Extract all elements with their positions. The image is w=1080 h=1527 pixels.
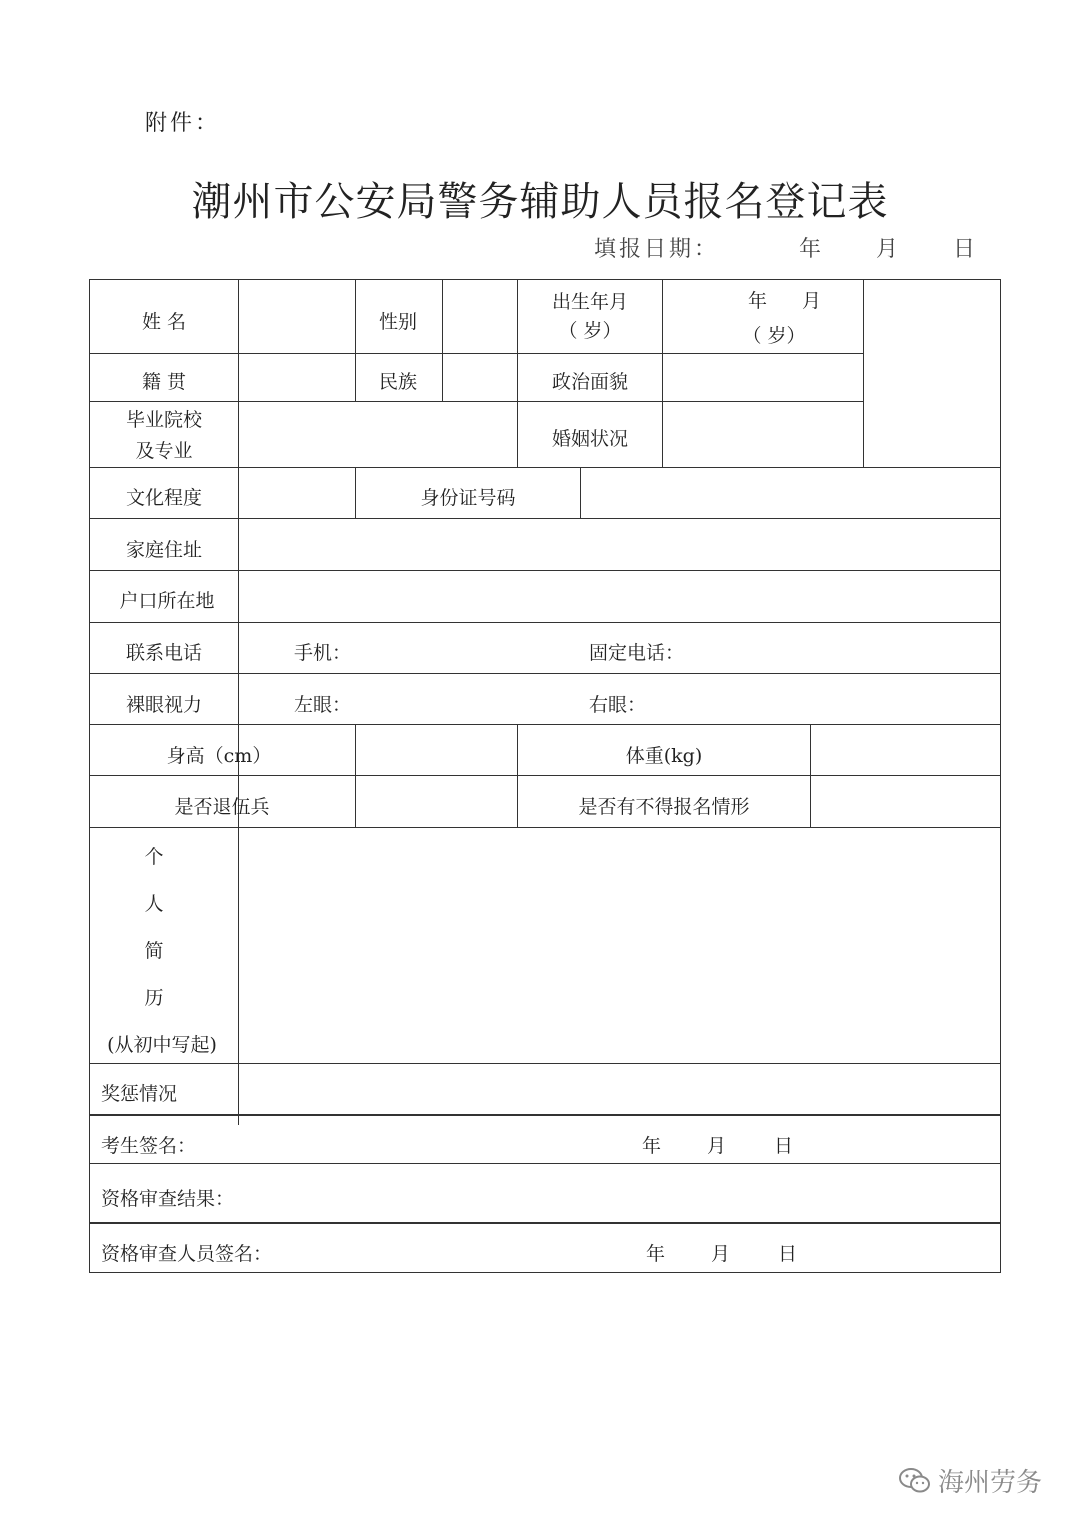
form-title: 潮州市公安局警务辅助人员报名登记表	[191, 179, 889, 225]
col-line	[355, 724, 356, 827]
col-line	[238, 279, 239, 1125]
reviewer-sign-month: 月	[711, 1243, 731, 1265]
birth-year-unit: 年	[748, 290, 768, 312]
birth-month-unit: 月	[802, 290, 822, 312]
label-native-place: 籍 贯	[141, 371, 187, 393]
label-education: 文化程度	[125, 487, 203, 509]
label-resume-char: 人	[144, 893, 164, 915]
label-height: 身高（cm）	[166, 745, 272, 767]
wechat-icon	[898, 1467, 932, 1495]
label-school-line2: 及专业	[135, 440, 193, 462]
watermark	[898, 1462, 1042, 1499]
row-line	[89, 401, 864, 402]
col-line	[355, 467, 356, 518]
reviewer-sign-day: 日	[778, 1243, 798, 1265]
label-household-location: 户口所在地	[119, 590, 215, 612]
row-line	[89, 570, 1001, 571]
registration-table	[89, 279, 1001, 1273]
col-line	[517, 279, 518, 467]
candidate-sign-day: 日	[774, 1135, 794, 1157]
row-line	[89, 1114, 1001, 1116]
label-veteran: 是否退伍兵	[174, 796, 270, 818]
label-weight: 体重(kg)	[625, 745, 703, 767]
label-phone: 联系电话	[125, 642, 203, 664]
col-line	[863, 279, 864, 467]
label-reviewer-sign: 资格审查人员签名：	[101, 1243, 273, 1265]
row-line	[89, 1163, 1001, 1164]
label-marital-status: 婚姻状况	[551, 428, 629, 450]
label-resume-char: 个	[144, 846, 164, 868]
label-rewards: 奖惩情况	[101, 1083, 178, 1105]
col-line	[580, 467, 581, 518]
label-review-result: 资格审查结果：	[101, 1188, 235, 1210]
label-vision: 裸眼视力	[125, 694, 203, 716]
row-line	[89, 622, 1001, 623]
row-line	[89, 1063, 1001, 1064]
row-line	[89, 467, 1001, 468]
row-line	[89, 673, 1001, 674]
label-left-eye: 左眼：	[294, 694, 352, 716]
col-line	[810, 724, 811, 827]
label-right-eye: 右眼：	[589, 694, 647, 716]
watermark-text: 海州劳务	[938, 1468, 1043, 1498]
label-mobile: 手机：	[294, 642, 352, 664]
reviewer-sign-year: 年	[646, 1243, 666, 1265]
col-line	[517, 724, 518, 827]
fill-date-label: 填报日期：	[594, 237, 720, 262]
row-line	[89, 1222, 1001, 1224]
candidate-sign-year: 年	[642, 1135, 662, 1157]
label-gender: 性别	[378, 311, 418, 333]
label-school-line1: 毕业院校	[125, 409, 203, 431]
col-line	[662, 279, 663, 467]
label-political-status: 政治面貌	[551, 371, 629, 393]
attachment-label: 附件：	[145, 111, 221, 136]
label-id-number: 身份证号码	[420, 487, 516, 509]
row-line	[89, 775, 1001, 776]
fill-date-year: 年	[799, 237, 825, 262]
label-landline: 固定电话：	[589, 642, 685, 664]
row-line	[89, 518, 1001, 519]
label-age: （ 岁）	[558, 320, 622, 342]
label-name: 姓 名	[141, 311, 187, 333]
label-disqualify: 是否有不得报名情形	[578, 796, 750, 818]
row-line	[89, 724, 1001, 725]
col-line	[355, 279, 356, 401]
label-ethnicity: 民族	[378, 371, 418, 393]
label-resume-char: 简	[144, 940, 164, 962]
label-resume-note: (从初中写起)	[107, 1034, 217, 1056]
birth-age-unit: （ 岁）	[742, 325, 806, 347]
label-candidate-sign: 考生签名：	[101, 1135, 197, 1157]
fill-date	[594, 232, 978, 263]
fill-date-day: 日	[953, 237, 979, 262]
row-line	[89, 353, 864, 354]
fill-date-month: 月	[876, 237, 902, 262]
label-home-address: 家庭住址	[125, 539, 203, 561]
label-resume-char: 历	[144, 987, 164, 1009]
col-line	[442, 279, 443, 401]
candidate-sign-month: 月	[707, 1135, 727, 1157]
row-line	[89, 827, 1001, 828]
label-birth: 出生年月	[551, 291, 629, 313]
